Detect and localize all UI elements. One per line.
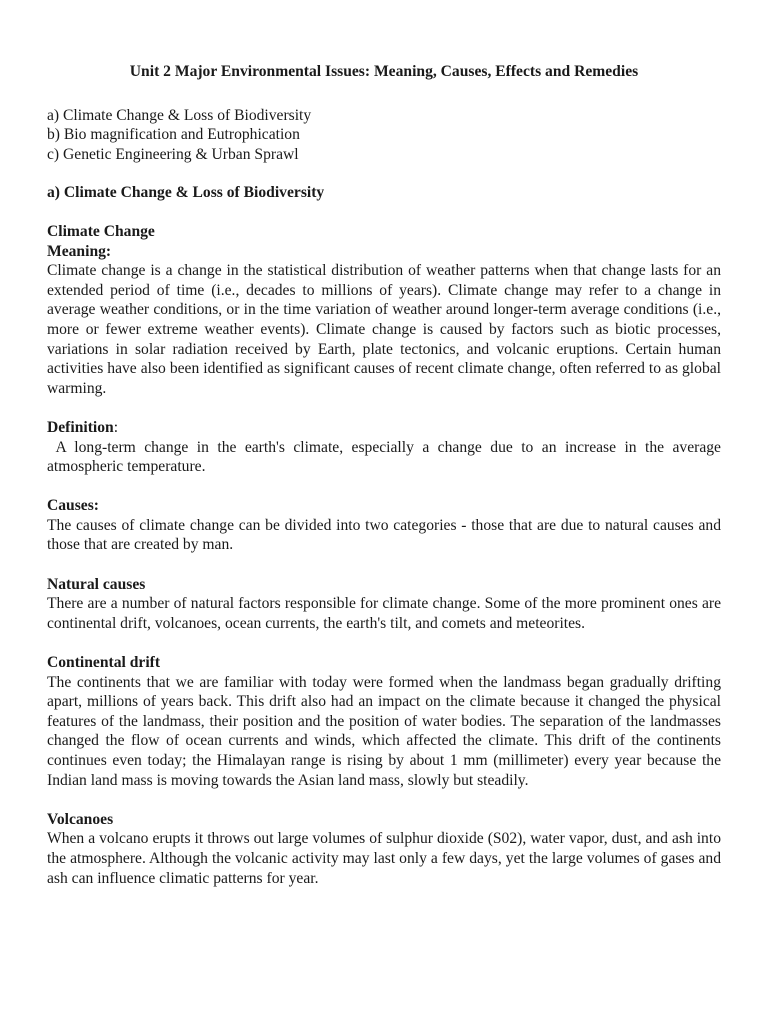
causes-paragraph: The causes of climate change can be divided into two categories - those that are due to natural causes and those that are created by man. [47,516,721,554]
meaning-paragraph: Climate change is a change in the statistical distribution of weather patterns when that change lasts for an extended period of time (i.e., decades to millions of years). Climate change may refer to a change in average weather conditions, or in the time variation of weather around longer-term average conditions (i.e., more or fewer extreme weather events). Climate change is caused by factors such as biotic processes, variations in solar radiation received by Earth, plate tectonics, and volcanic eruptions. Certain human activities have also been identified as significant causes of recent climate change, often referred to as global warming. [47,262,721,397]
volcanoes-paragraph: When a volcano erupts it throws out large volumes of sulphur dioxide (S02), water vapor, dust, and ash into the atmosphere. Although the volcanic activity may last only a few days, yet the large volumes of gases and ash can influence climatic patterns for year. [47,830,721,887]
causes-label: Causes: [47,497,99,515]
natural-causes-label: Natural causes [47,575,146,593]
definition-heading [47,418,721,438]
document-page [47,62,725,908]
section-a-heading: a) Climate Change & Loss of Biodiversity [47,184,325,202]
definition-label: Definition [47,418,114,436]
toc-item-c: c) Genetic Engineering & Urban Sprawl [47,145,299,163]
natural-causes-paragraph: There are a number of natural factors responsible for climate change. Some of the more prominent ones are continental drift, volcanoes, ocean currents, the earth's tilt, and comets and meteorites. [47,595,721,632]
continental-drift-paragraph: The continents that we are familiar with today were formed when the landmass began gradually drifting apart, millions of years back. This drift also had an impact on the climate because it changed the physical features of the landmass, their position and the position of water bodies. The separation of the landmasses changed the flow of ocean currents and winds, which affected the climate. This drift of the continents continues even today; the Himalayan range is rising by about 1 mm (millimeter) every year because the Indian land mass is moving towards the Asian land mass, slowly but steadily. [47,673,721,789]
toc-item-b: b) Bio magnification and Eutrophication [47,126,300,144]
document-title: Unit 2 Major Environmental Issues: Meaning, Causes, Effects and Remedies [129,63,639,80]
toc-item-a: a) Climate Change & Loss of Biodiversity [47,106,312,124]
continental-drift-label: Continental drift [47,654,161,672]
climate-change-heading: Climate Change [47,222,155,240]
volcanoes-label: Volcanoes [47,810,114,828]
definition-colon: : [113,418,119,436]
meaning-label: Meaning: [47,242,112,260]
table-of-contents [47,106,721,165]
definition-text: A long-term change in the earth's climate, especially a change due to an increase in the average atmospheric temperature. [47,438,725,476]
definition-paragraph [47,438,725,477]
